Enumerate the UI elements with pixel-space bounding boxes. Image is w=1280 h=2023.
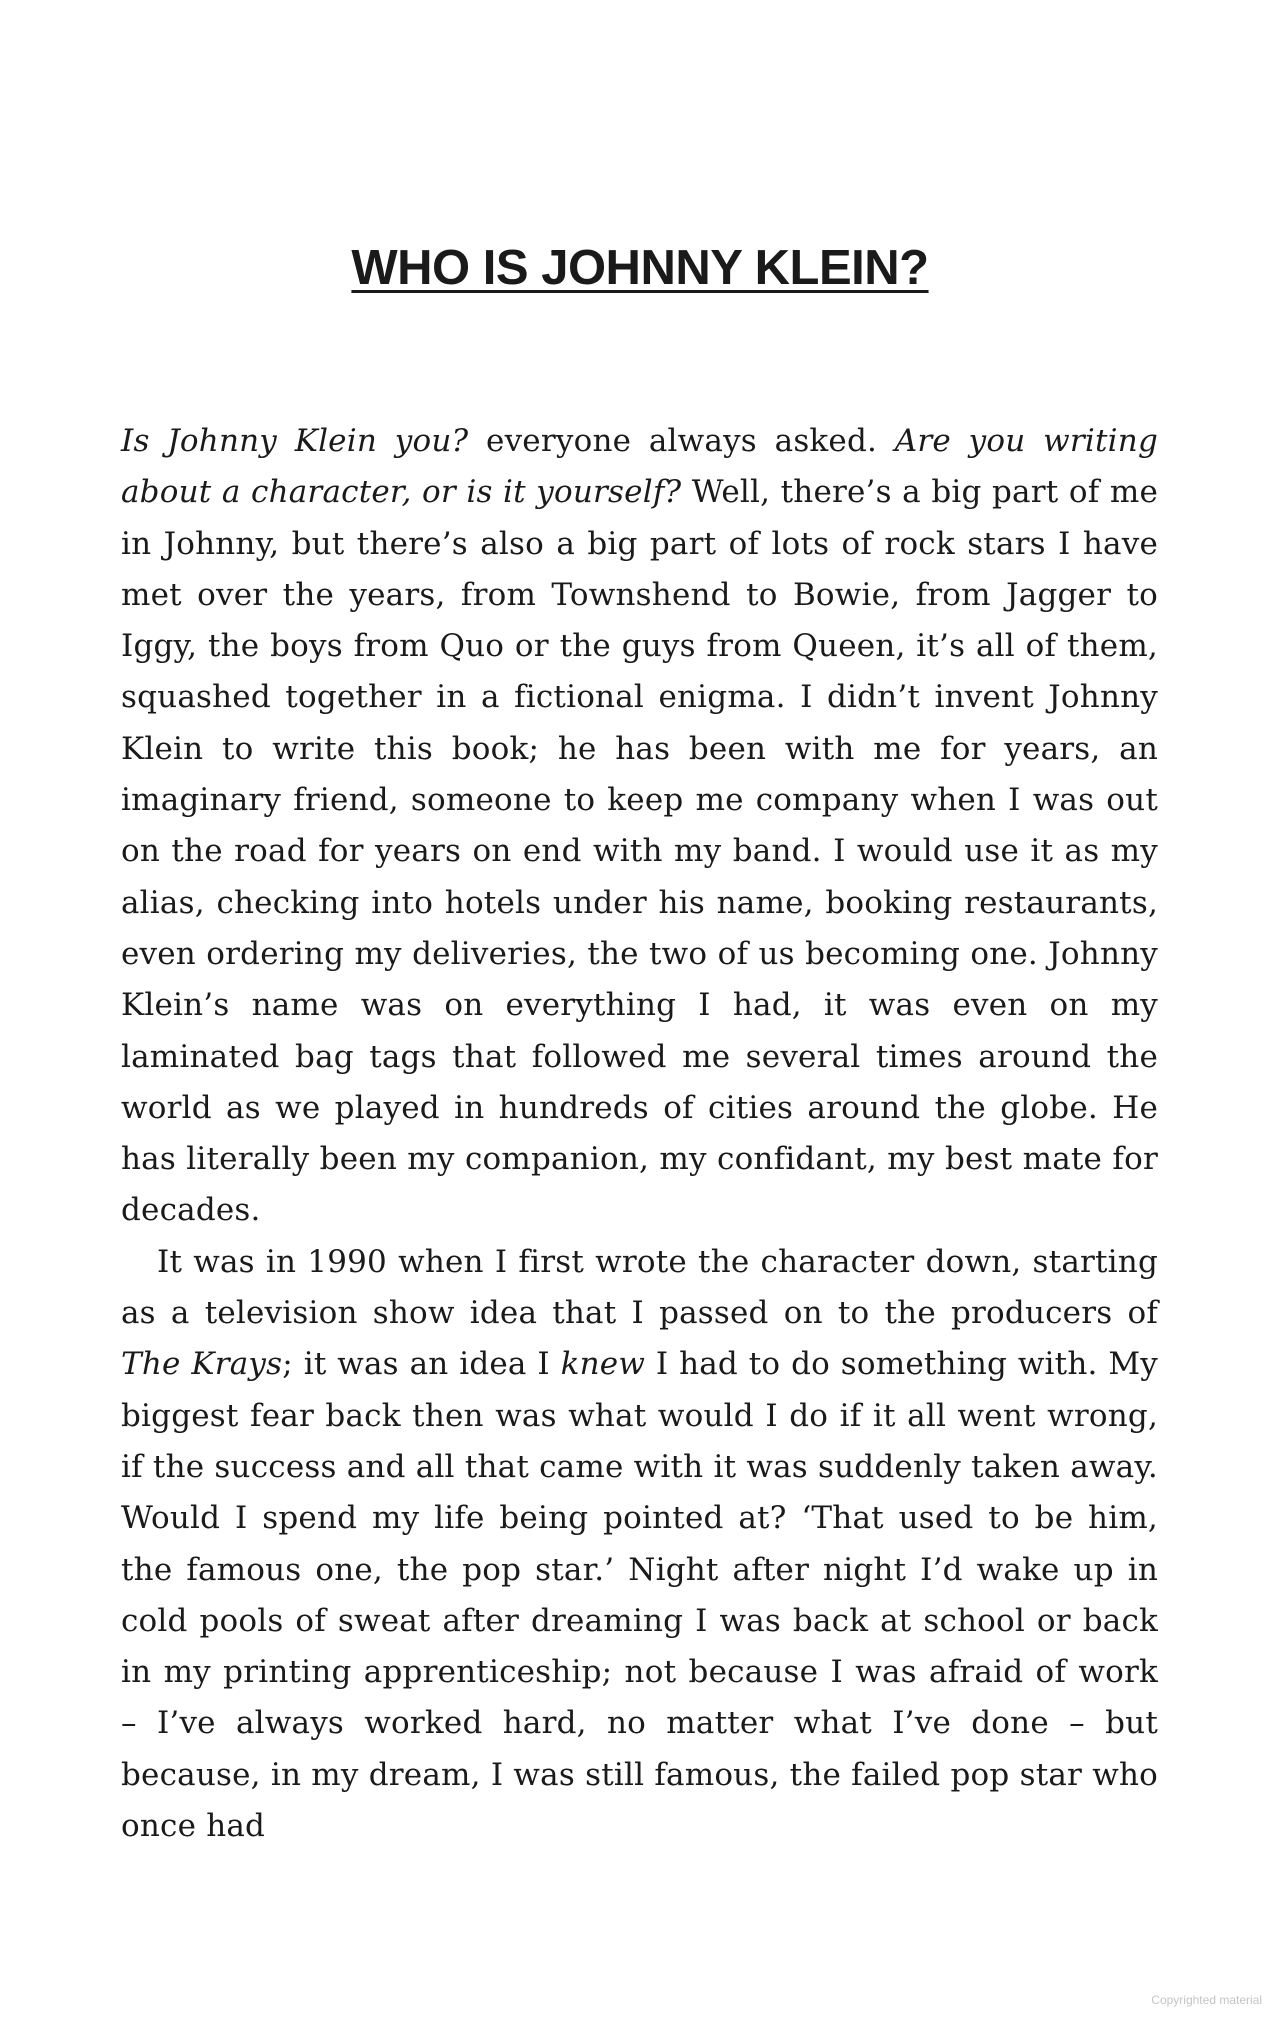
copyright-watermark: Copyrighted material (1151, 1993, 1262, 2007)
text-segment: Is Johnny Klein you? (121, 423, 469, 459)
text-segment: Are you writing about a character, or is it yourself? (121, 423, 1158, 511)
text-segment: everyone always asked. (468, 423, 895, 459)
text-segment: The Krays (121, 1346, 283, 1383)
text-segment: I had to do something with. My biggest fear back then was what would I do if it all went wrong, if the success and all that came with it was suddenly taken away. Would I spend my life being pointed at? ‘That used to be him, the famous one, the pop star.’ Night after night I’d wake up in cold pools of sweat after dreaming I was back at school or back in my printing apprenticeship; not because I was afraid of work – I’ve always worked hard, no matter what I’ve done – but because, in my dream, I was still famous, the failed pop star who once had (121, 1346, 1158, 1845)
text-segment: knew (560, 1346, 646, 1383)
paragraph-2 (121, 1237, 1158, 1853)
text-segment: It was in 1990 when I first wrote the character down, starting as a television show idea that I passed on to the producers of (121, 1243, 1158, 1332)
chapter-body (121, 416, 1158, 1852)
chapter-title-text: WHO IS JOHNNY KLEIN? (351, 241, 929, 295)
paragraph-1 (121, 416, 1158, 1237)
chapter-title (0, 238, 1280, 298)
text-segment: ; it was an idea I (282, 1346, 561, 1383)
text-segment: Well, there’s a big part of me in Johnny, but there’s also a big part of lots of rock stars I have met over the years, from Townshend to Bowie, from Jagger to Iggy, the boys from Quo or the guys from Queen, it’s all of them, squashed together in a fictional enigma. I didn’t invent Johnny Klein to write this book; he has been with me for years, an imaginary friend, someone to keep me company when I was out on the road for years on end with my band. I would use it as my alias, checking into hotels under his name, booking restaurants, even ordering my deliveries, the two of us becoming one. Johnny Klein’s name was on everything I had, it was even on my laminated bag tags that followed me several times around the world as we played in hundreds of cities around the globe. He has literally been my companion, my confidant, my best mate for decades. (121, 474, 1158, 1229)
